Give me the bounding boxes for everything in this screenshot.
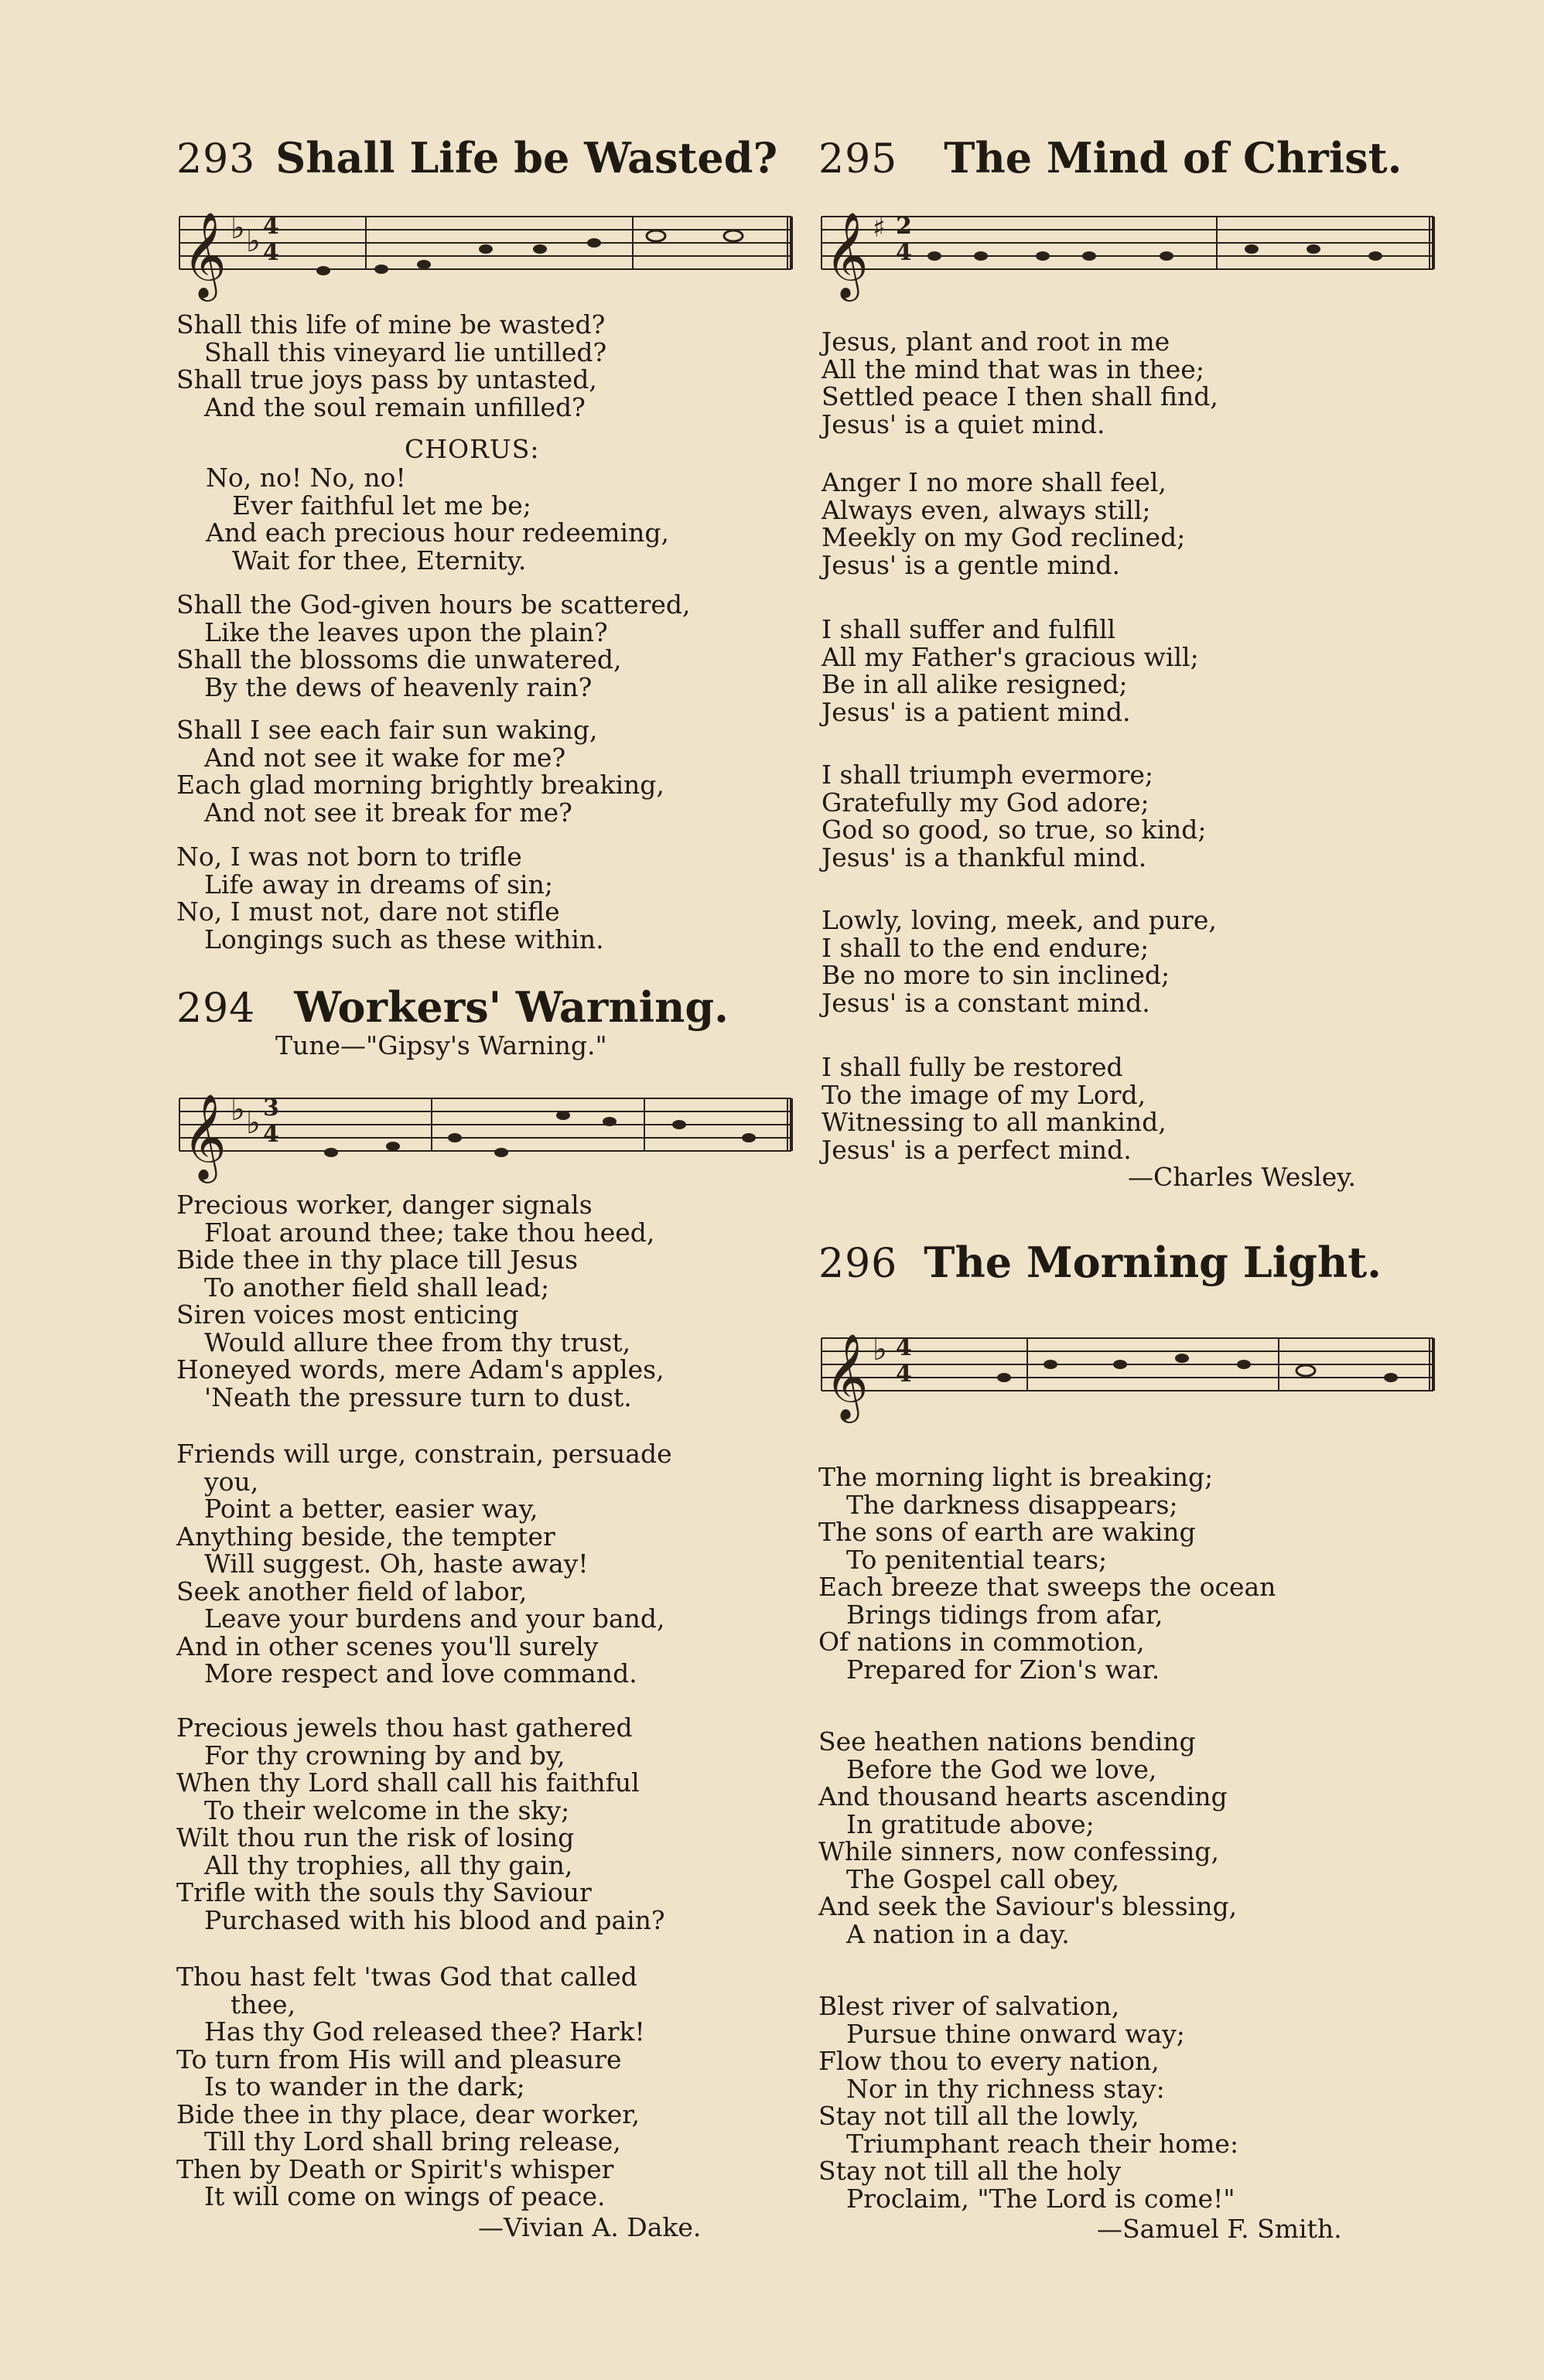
lyric-line: Jesus' is a patient mind.	[822, 696, 1131, 727]
lyric-line: I shall suffer and fulfill	[822, 614, 1116, 644]
lyric-line: Precious jewels thou hast gathered	[176, 1712, 633, 1743]
lyric-line: Witnessing to all mankind,	[822, 1107, 1167, 1137]
tune-note: Tune—"Gipsy's Warning."	[275, 1030, 607, 1060]
treble-clef-icon: 𝄞	[825, 1333, 869, 1419]
chorus	[176, 435, 669, 574]
stanza	[176, 1963, 645, 2211]
lyric-line: No, I must not, dare not stifle	[176, 896, 560, 927]
lyric-line: Shall the blossoms die unwatered,	[176, 644, 622, 674]
lyric-line: By the dews of heavenly rain?	[204, 671, 593, 702]
lyric-line: Gratefully my God adore;	[822, 787, 1149, 818]
lyric-line: Jesus' is a constant mind.	[822, 987, 1150, 1018]
lyric-line: Triumphant reach their home:	[846, 2128, 1239, 2159]
hymn-295-heading	[818, 133, 1402, 183]
lyric-line: Siren voices most enticing	[176, 1299, 519, 1330]
music-staff-295	[818, 193, 1437, 302]
stanza	[818, 1992, 1238, 2212]
lyric-line: Life away in dreams of sin;	[204, 869, 553, 900]
lyric-line: Be in all alike resigned;	[822, 669, 1128, 699]
lyric-line: Before the God we love,	[846, 1753, 1157, 1784]
lyric-line: Lowly, loving, meek, and pure,	[822, 905, 1217, 935]
lyric-line: Always even, always still;	[822, 494, 1151, 525]
lyric-line: More respect and love command.	[204, 1658, 637, 1689]
lyric-line: Like the leaves upon the plain?	[204, 616, 608, 647]
lyric-line: Bide thee in thy place till Jesus	[176, 1245, 579, 1275]
lyric-line: Is to wander in the dark;	[204, 2071, 525, 2102]
lyric-line: And the soul remain unfilled?	[204, 391, 586, 422]
lyric-line: And thousand hearts ascending	[818, 1781, 1228, 1811]
lyric-line: Jesus' is a perfect mind.	[822, 1134, 1132, 1165]
lyric-line: Will suggest. Oh, haste away!	[204, 1549, 589, 1579]
hymn-title: Workers' Warning.	[294, 982, 729, 1032]
time-signature: 4	[896, 1361, 912, 1388]
lyric-line: See heathen nations bending	[818, 1726, 1196, 1757]
lyric-line: Till thy Lord shall bring release,	[204, 2126, 621, 2156]
lyric-line: Purchased with his blood and pain?	[204, 1904, 665, 1935]
lyric-line: Pursue thine onward way;	[846, 2018, 1185, 2049]
lyric-line: Has thy God released thee? Hark!	[204, 2016, 645, 2047]
lyric-line: Meekly on my God reclined;	[822, 522, 1186, 552]
lyric-line: Thou hast felt 'twas God that called	[176, 1962, 637, 1992]
lyric-line: The sons of earth are waking	[818, 1517, 1196, 1547]
lyric-line: Be no more to sin inclined;	[822, 960, 1170, 990]
lyric-line: Blest river of salvation,	[818, 1991, 1120, 2021]
lyric-line: thee,	[231, 1989, 296, 2020]
lyric-line: Of nations in commotion,	[818, 1627, 1145, 1657]
lyric-line: To penitential tears;	[846, 1544, 1108, 1575]
hymn-number: 294	[176, 985, 256, 1032]
treble-clef-icon: 𝄞	[825, 211, 869, 298]
music-staff-293	[176, 193, 795, 302]
stanza	[176, 591, 691, 701]
hymn-number: 295	[818, 136, 898, 183]
lyric-line: Precious worker, danger signals	[176, 1190, 593, 1220]
lyric-line: No, no! No, no!	[206, 463, 406, 493]
lyric-line: Bide thee in thy place, dear worker,	[176, 2098, 640, 2129]
lyric-line: And each precious hour redeeming,	[206, 517, 669, 548]
chorus-label: CHORUS:	[405, 434, 540, 464]
lyric-line: A nation in a day.	[846, 1918, 1070, 1949]
lyric-line: Wilt thou run the risk of losing	[176, 1822, 575, 1852]
hymn-title: The Mind of Christ.	[944, 133, 1402, 183]
lyric-line: I shall triumph evermore;	[822, 760, 1154, 790]
lyric-line: Nor in thy richness stay:	[846, 2073, 1165, 2104]
lyric-line: Jesus, plant and root in me	[822, 326, 1170, 357]
flat-icon: ♭	[873, 1332, 887, 1368]
lyric-line: I shall to the end endure;	[822, 932, 1149, 963]
hymn-294-heading	[176, 982, 729, 1032]
stanza	[176, 843, 604, 953]
hymn-title: The Morning Light.	[924, 1238, 1382, 1287]
lyric-line: When thy Lord shall call his faithful	[176, 1767, 640, 1798]
time-signature: 4	[263, 213, 279, 240]
lyric-line: Would allure thee from thy trust,	[204, 1327, 631, 1357]
lyric-line: 'Neath the pressure turn to dust.	[204, 1381, 632, 1412]
sharp-icon: ♯	[873, 213, 886, 244]
stanza	[822, 761, 1207, 871]
lyric-line: Shall true joys pass by untasted,	[176, 364, 597, 394]
lyric-line: Prepared for Zion's war.	[846, 1654, 1160, 1685]
lyric-line: Longings such as these within.	[204, 924, 604, 954]
lyric-line: And seek the Saviour's blessing,	[818, 1891, 1238, 1921]
hymn-number: 293	[176, 136, 256, 183]
treble-clef-icon: 𝄞	[183, 1093, 227, 1180]
lyric-line: you,	[204, 1466, 259, 1497]
music-staff-294	[176, 1075, 795, 1183]
time-signature: 4	[263, 239, 279, 266]
lyric-line: Jesus' is a gentle mind.	[822, 549, 1121, 580]
lyric-line: Shall this vineyard lie untilled?	[204, 336, 607, 367]
stanza	[176, 311, 606, 421]
lyric-line: Shall I see each fair sun waking,	[176, 715, 598, 745]
lyric-line: Shall this life of mine be wasted?	[176, 309, 606, 340]
lyric-line: The morning light is breaking;	[818, 1462, 1214, 1492]
flat-icon: ♭	[246, 1105, 261, 1141]
hymn-title: Shall Life be Wasted?	[275, 133, 778, 183]
stanza	[822, 1053, 1167, 1163]
stanza	[176, 1191, 664, 1411]
lyric-line: Then by Death or Spirit's whisper	[176, 2153, 614, 2184]
lyric-line: Flow thou to every nation,	[818, 2046, 1160, 2076]
lyric-line: Jesus' is a thankful mind.	[822, 842, 1147, 872]
lyric-line: Each breeze that sweeps the ocean	[818, 1572, 1276, 1602]
lyric-line: Friends will urge, constrain, persuade	[176, 1439, 672, 1469]
lyric-line: Trifle with the souls thy Saviour	[176, 1877, 592, 1907]
lyric-line: To another field shall lead;	[204, 1272, 550, 1303]
lyric-line: Proclaim, "The Lord is come!"	[846, 2183, 1235, 2214]
lyric-line: To their welcome in the sky;	[204, 1794, 570, 1825]
hymn-293-heading	[176, 133, 777, 183]
lyric-line: And in other scenes you'll surely	[176, 1630, 599, 1661]
treble-clef-icon: 𝄞	[183, 211, 227, 298]
stanza	[822, 616, 1199, 726]
lyric-line: Anger I no more shall feel,	[822, 467, 1167, 497]
time-signature: 2	[896, 213, 912, 240]
stanza	[818, 1728, 1237, 1948]
lyric-line: The darkness disappears;	[846, 1489, 1178, 1520]
lyric-line: Shall the God-given hours be scattered,	[176, 589, 691, 620]
lyric-line: Anything beside, the tempter	[176, 1521, 555, 1552]
time-signature: 4	[896, 1334, 912, 1361]
lyric-line: All my Father's gracious will;	[822, 641, 1199, 672]
lyric-line: It will come on wings of peace.	[204, 2181, 606, 2211]
lyric-line: God so good, so true, so kind;	[822, 814, 1207, 845]
lyric-line: Honeyed words, mere Adam's apples,	[176, 1354, 664, 1385]
lyric-line: Settled peace I then shall find,	[822, 381, 1218, 411]
lyric-line: Stay not till all the holy	[818, 2156, 1122, 2186]
lyric-line: Brings tidings from afar,	[846, 1599, 1163, 1630]
lyric-line: Stay not till all the lowly,	[818, 2101, 1139, 2131]
lyric-line: Wait for thee, Eternity.	[232, 545, 527, 575]
lyric-line: To turn from His will and pleasure	[176, 2044, 622, 2074]
lyric-line: To the image of my Lord,	[822, 1079, 1146, 1110]
music-staff-296	[818, 1315, 1437, 1423]
lyric-line: While sinners, now confessing,	[818, 1836, 1220, 1866]
lyric-line: Float around thee; take thou heed,	[204, 1217, 655, 1248]
flat-icon: ♭	[246, 224, 261, 259]
lyric-line: For thy crowning by and by,	[204, 1740, 565, 1770]
lyric-line: Jesus' is a quiet mind.	[822, 408, 1105, 439]
lyric-line: Leave your burdens and your band,	[204, 1603, 665, 1634]
lyric-line: Point a better, easier way,	[204, 1494, 538, 1524]
stanza	[822, 328, 1218, 438]
lyric-line: All thy trophies, all thy gain,	[204, 1849, 573, 1880]
lyric-line: No, I was not born to trifle	[176, 842, 522, 872]
author-credit: —Vivian A. Dake.	[478, 2212, 702, 2242]
lyric-line: The Gospel call obey,	[846, 1863, 1120, 1894]
lyric-line: Each glad morning brightly breaking,	[176, 770, 664, 800]
lyric-line: And not see it break for me?	[204, 797, 572, 828]
time-signature: 3	[263, 1094, 279, 1122]
lyric-line: In gratitude above;	[846, 1808, 1095, 1839]
hymn-296-heading	[818, 1238, 1382, 1287]
author-credit: —Samuel F. Smith.	[1097, 2214, 1342, 2244]
stanza	[176, 1714, 665, 1934]
stanza	[818, 1463, 1276, 1683]
flat-icon: ♭	[231, 1092, 245, 1128]
lyric-line: Seek another field of labor,	[176, 1576, 528, 1607]
flat-icon: ♭	[231, 210, 245, 246]
note-icon	[927, 244, 1382, 261]
stanza	[176, 1440, 672, 1688]
lyric-line: And not see it wake for me?	[204, 742, 566, 773]
lyric-line: I shall fully be restored	[822, 1052, 1123, 1082]
lyric-line: Ever faithful let me be;	[232, 490, 531, 521]
author-credit: —Charles Wesley.	[1128, 1162, 1356, 1192]
hymn-number: 296	[818, 1241, 898, 1287]
time-signature: 4	[896, 239, 912, 266]
stanza	[176, 716, 664, 826]
stanza	[822, 469, 1185, 579]
lyric-line: All the mind that was in thee;	[822, 353, 1204, 384]
stanza	[822, 907, 1217, 1016]
time-signature: 4	[263, 1121, 279, 1148]
